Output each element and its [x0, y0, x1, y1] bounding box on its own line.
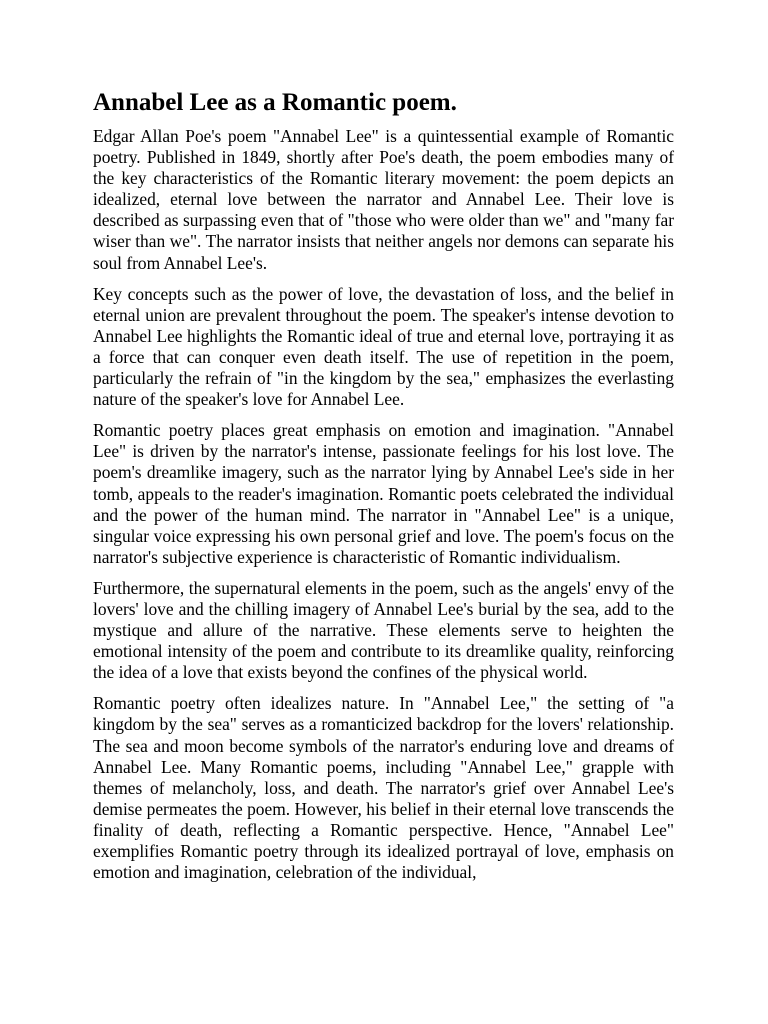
paragraph-4: Furthermore, the supernatural elements in the poem, such as the angels' envy of the lovers' love and the chilling imagery of Annabel Lee's burial by the sea, add to the mystique and allure of the narrative. These elements serve to heighten the emotional intensity of the poem and contribute to its dreamlike quality, reinforcing the idea of a love that exists beyond the confines of the physical world.	[93, 577, 674, 683]
document-page	[93, 88, 674, 893]
paragraph-2: Key concepts such as the power of love, the devastation of loss, and the belief in eternal union are prevalent throughout the poem. The speaker's intense devotion to Annabel Lee highlights the Romantic ideal of true and eternal love, portraying it as a force that can conquer even death itself. The use of repetition in the poem, particularly the refrain of "in the kingdom by the sea," emphasizes the everlasting nature of the speaker's love for Annabel Lee.	[93, 283, 674, 410]
document-title: Annabel Lee as a Romantic poem.	[93, 89, 457, 116]
paragraph-5: Romantic poetry often idealizes nature. In "Annabel Lee," the setting of "a kingdom by the sea" serves as a romanticized backdrop for the lovers' relationship. The sea and moon become symbols of the narrator's enduring love and dreams of Annabel Lee. Many Romantic poems, including "Annabel Lee," grapple with themes of melancholy, loss, and death. The narrator's grief over Annabel Lee's demise permeates the poem. However, his belief in their eternal love transcends the finality of death, reflecting a Romantic perspective. Hence, "Annabel Lee" exemplifies Romantic poetry through its idealized portrayal of love, emphasis on emotion and imagination, celebration of the individual,	[93, 693, 674, 883]
paragraph-3: Romantic poetry places great emphasis on emotion and imagination. "Annabel Lee" is driven by the narrator's intense, passionate feelings for his lost love. The poem's dreamlike imagery, such as the narrator lying by Annabel Lee's side in her tomb, appeals to the reader's imagination. Romantic poets celebrated the individual and the power of the human mind. The narrator in "Annabel Lee" is a unique, singular voice expressing his own personal grief and love. The poem's focus on the narrator's subjective experience is characteristic of Romantic individualism.	[93, 420, 674, 567]
paragraph-1: Edgar Allan Poe's poem "Annabel Lee" is a quintessential example of Romantic poetry. Published in 1849, shortly after Poe's death, the poem embodies many of the key characteristics of the Romantic literary movement: the poem depicts an idealized, eternal love between the narrator and Annabel Lee. Their love is described as surpassing even that of "those who were older than we" and "many far wiser than we". The narrator insists that neither angels nor demons can separate his soul from Annabel Lee's.	[93, 126, 674, 273]
